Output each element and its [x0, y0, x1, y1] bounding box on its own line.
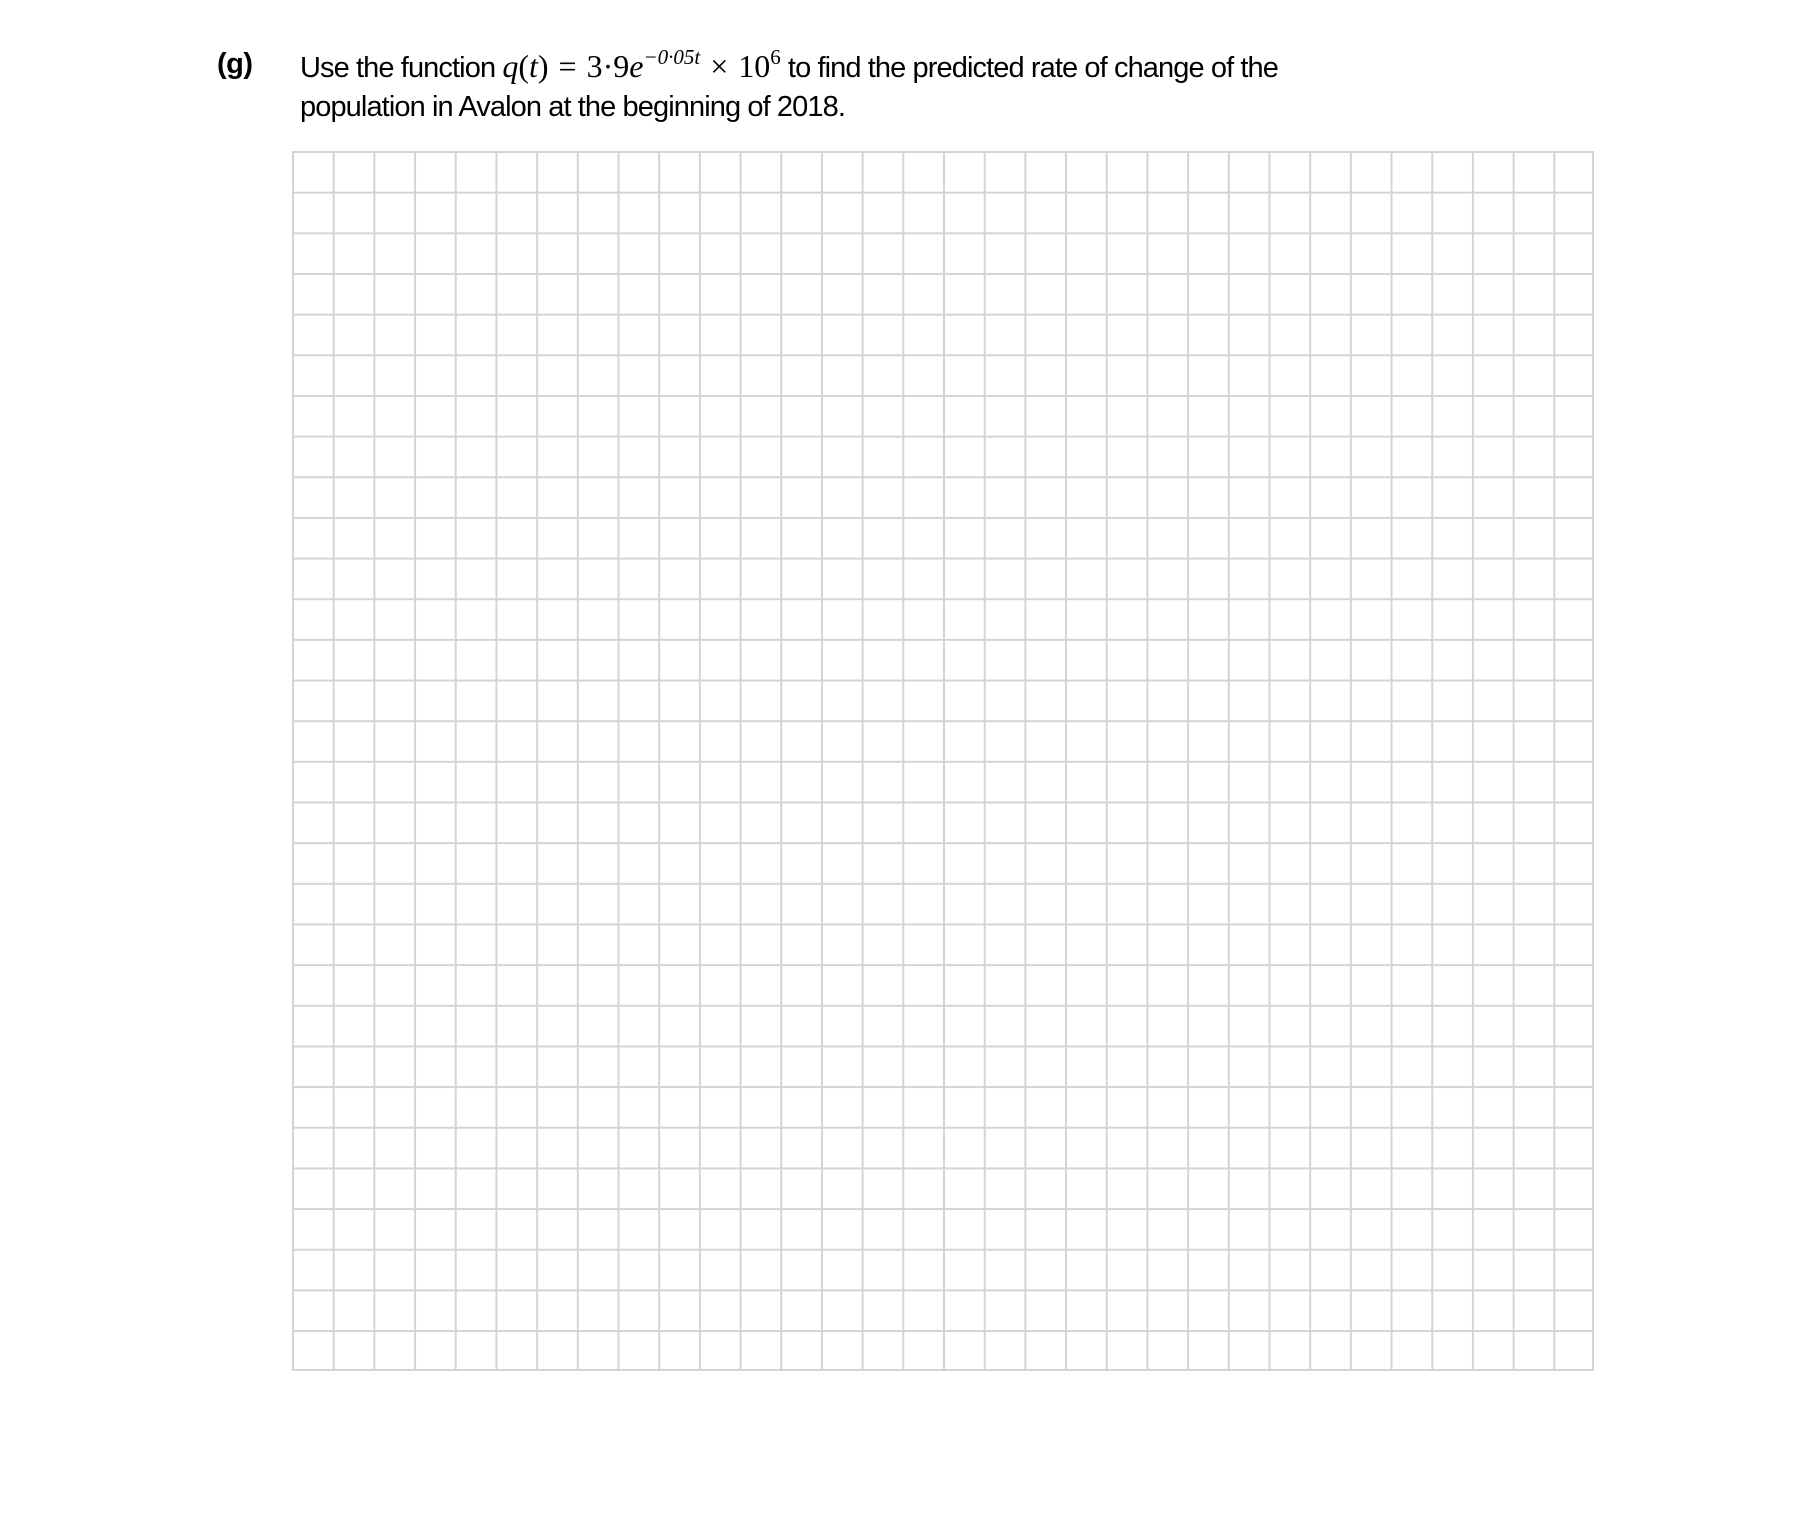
- question-text-tail: to find the predicted rate of change of the: [780, 52, 1279, 84]
- function-formula: $q(t) = 3\cdot 9e^{-0\cdot 05t} \times 10^6$: [502, 45, 781, 84]
- question-part-label: (g): [217, 48, 253, 80]
- exp-base: e: [629, 48, 644, 84]
- function-name: q: [502, 48, 519, 84]
- power-base: 10: [738, 48, 771, 84]
- answer-grid[interactable]: [292, 151, 1594, 1371]
- coefficient: 3·9: [586, 48, 630, 84]
- question-text-line-1: [300, 45, 1279, 85]
- exponent: −0·05t: [643, 45, 701, 69]
- equals-sign: =: [558, 48, 577, 84]
- power-exponent: 6: [770, 45, 781, 69]
- times-sign: ×: [710, 48, 729, 84]
- function-variable: t: [528, 48, 538, 84]
- question-text-line-2: population in Avalon at the beginning of 2018.: [300, 91, 846, 123]
- question-text-lead: Use the function: [300, 52, 503, 84]
